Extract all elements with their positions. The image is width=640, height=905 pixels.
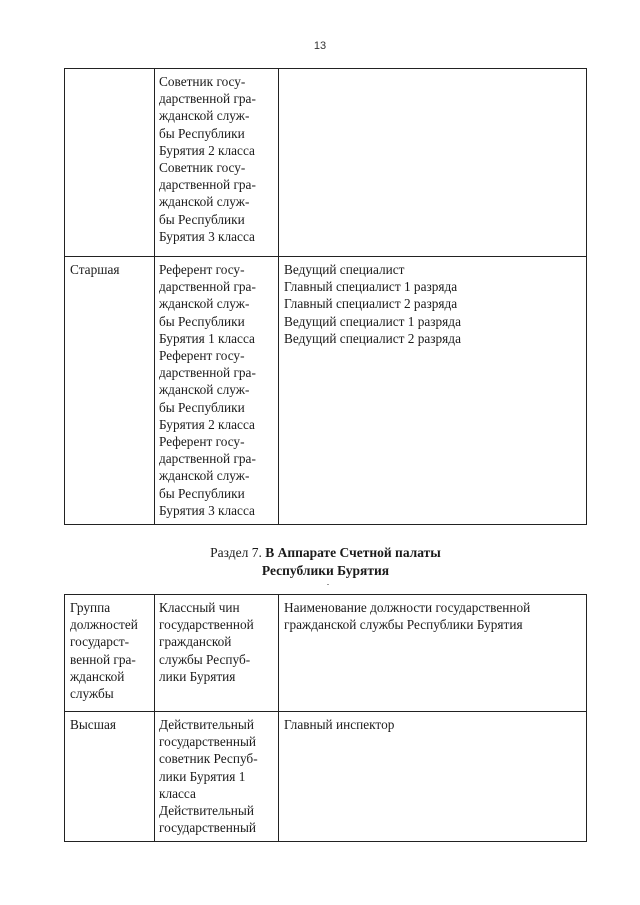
header-position-cell: Наименование должности государственной гражданской службы Республики Бурятия — [279, 595, 587, 712]
class-rank-cell: Действительный государственный советник Респуб- лики Бурятия 1 класса Действительный государственный — [155, 712, 279, 842]
positions-table-section-7 — [64, 594, 587, 842]
group-cell — [65, 69, 155, 257]
table-header-row — [65, 595, 587, 712]
table-row — [65, 257, 587, 525]
page-number: 13 — [313, 40, 327, 52]
position-cell: Ведущий специалист Главный специалист 1 разряда Главный специалист 2 разряда Ведущий специалист 1 разряда Ведущий специалист 2 разряда — [279, 257, 587, 525]
table-row — [65, 712, 587, 842]
header-class-rank-cell: Классный чин государственной гражданской службы Респуб- лики Бурятия — [155, 595, 279, 712]
positions-table-continued — [64, 68, 587, 525]
section-title-line1: В Аппарате Счетной палаты — [265, 545, 441, 560]
group-cell: Старшая — [65, 257, 155, 525]
section-prefix: Раздел 7. — [210, 545, 262, 560]
scan-mark — [327, 584, 329, 585]
position-cell: Главный инспектор — [279, 712, 587, 842]
table-row — [65, 69, 587, 257]
class-rank-cell: Советник госу- дарственной гра- жданской служ- бы Республики Бурятия 2 класса Советник госу- дарственной гра- жданской служ- бы Республики Бурятия 3 класса — [155, 69, 279, 257]
group-cell: Высшая — [65, 712, 155, 842]
header-group-cell: Группа должностей государст- венной гра- жданской службы — [65, 595, 155, 712]
position-cell — [279, 69, 587, 257]
section-heading — [64, 544, 587, 580]
section-title-line2: Республики Бурятия — [261, 563, 390, 578]
class-rank-cell: Референт госу- дарственной гра- жданской служ- бы Республики Бурятия 1 класса Референт госу- дарственной гра- жданской служ- бы Республики Бурятия 2 класса Референт госу- дарственной гра- жданской служ- бы Республики Бурятия 3 класса — [155, 257, 279, 525]
